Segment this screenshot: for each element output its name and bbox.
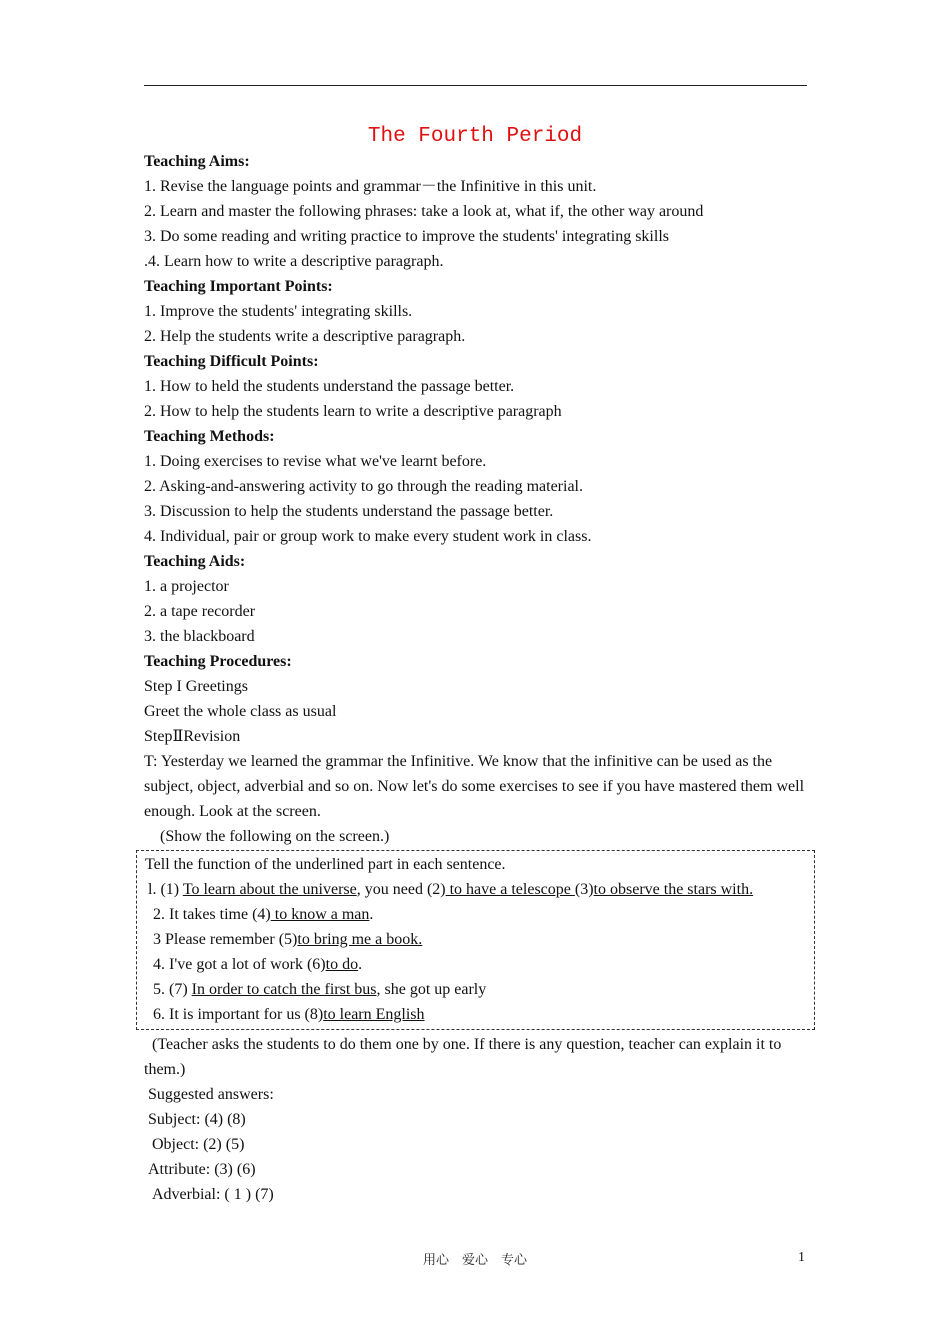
exercise-instruction: Tell the function of the underlined part in each sentence. bbox=[145, 856, 506, 873]
text: . bbox=[358, 956, 363, 973]
underlined-phrase: In order to catch the first bus bbox=[191, 981, 377, 998]
exercise-sentence-2 bbox=[137, 902, 814, 927]
text: , you need (2) bbox=[356, 881, 446, 898]
difficult-heading: Teaching Difficult Points: bbox=[144, 353, 319, 370]
methods-heading: Teaching Methods: bbox=[144, 428, 275, 445]
methods-item: 4. Individual, pair or group work to make every student work in class. bbox=[144, 528, 592, 545]
methods-item: 3. Discussion to help the students understand the passage better. bbox=[144, 503, 554, 520]
exercise-sentence-5 bbox=[137, 977, 814, 1002]
answer-subject: Subject: (4) (8) bbox=[148, 1111, 246, 1128]
text: , she got up early bbox=[376, 981, 487, 998]
underlined-phrase: to bring me a book. bbox=[297, 931, 423, 948]
aims-item: 2. Learn and master the following phrases: take a look at, what if, the other way around bbox=[144, 203, 704, 220]
exercise-box bbox=[136, 850, 815, 1030]
text: 3 Please remember (5) bbox=[153, 931, 298, 948]
aims-item: 1. Revise the language points and grammar－the Infinitive in this unit. bbox=[144, 178, 597, 195]
answer-object: Object: (2) (5) bbox=[152, 1136, 245, 1153]
exercise-sentence-1 bbox=[137, 877, 814, 902]
difficult-item: 1. How to held the students understand the passage better. bbox=[144, 378, 515, 395]
underlined-phrase: to learn English bbox=[323, 1006, 425, 1023]
important-item: 1. Improve the students' integrating skills. bbox=[144, 303, 413, 320]
text: 5. (7) bbox=[153, 981, 192, 998]
header-rule bbox=[144, 85, 807, 86]
underlined-phrase: to know a man bbox=[270, 906, 370, 923]
procedures-heading: Teaching Procedures: bbox=[144, 653, 292, 670]
aids-heading: Teaching Aids: bbox=[144, 553, 246, 570]
document-body bbox=[144, 149, 814, 1207]
page-number: 1 bbox=[798, 1250, 805, 1265]
exercise-sentence-4 bbox=[137, 952, 814, 977]
text: . bbox=[369, 906, 374, 923]
aims-item: .4. Learn how to write a descriptive paragraph. bbox=[144, 253, 444, 270]
footer-motto: 用心 爱心 专心 bbox=[422, 1253, 527, 1268]
aims-heading: Teaching Aims: bbox=[144, 153, 250, 170]
teacher-note: (Teacher asks the students to do them one by one. If there is any question, teacher can explain it to them.) bbox=[144, 1036, 782, 1078]
suggested-answers-label: Suggested answers: bbox=[148, 1086, 274, 1103]
text: 6. It is important for us (8) bbox=[153, 1006, 324, 1023]
step-1-text: Greet the whole class as usual bbox=[144, 703, 337, 720]
aids-item: 1. a projector bbox=[144, 578, 229, 595]
difficult-item: 2. How to help the students learn to write a descriptive paragraph bbox=[144, 403, 562, 420]
exercise-sentence-6 bbox=[137, 1002, 814, 1027]
answer-adverbial: Adverbial: ( 1 ) (7) bbox=[152, 1186, 274, 1203]
underlined-phrase: to have a telescope bbox=[445, 881, 575, 898]
step-1-title: Step I Greetings bbox=[144, 678, 248, 695]
important-item: 2. Help the students write a descriptive paragraph. bbox=[144, 328, 466, 345]
exercise-sentence-3 bbox=[137, 927, 814, 952]
text: (3) bbox=[574, 881, 594, 898]
show-note: (Show the following on the screen.) bbox=[160, 828, 390, 845]
answer-attribute: Attribute: (3) (6) bbox=[148, 1161, 256, 1178]
page-title: The Fourth Period bbox=[367, 125, 583, 148]
text: l. (1) bbox=[148, 881, 183, 898]
text: 4. I've got a lot of work (6) bbox=[153, 956, 326, 973]
important-heading: Teaching Important Points: bbox=[144, 278, 333, 295]
underlined-phrase: to do bbox=[325, 956, 359, 973]
underlined-phrase: to observe the stars with. bbox=[593, 881, 754, 898]
aids-item: 3. the blackboard bbox=[144, 628, 255, 645]
aids-item: 2. a tape recorder bbox=[144, 603, 256, 620]
underlined-phrase: To learn about the universe bbox=[182, 881, 357, 898]
text: 2. It takes time (4) bbox=[153, 906, 271, 923]
methods-item: 1. Doing exercises to revise what we've learnt before. bbox=[144, 453, 487, 470]
aims-item: 3. Do some reading and writing practice to improve the students' integrating skills bbox=[144, 228, 669, 245]
methods-item: 2. Asking-and-answering activity to go through the reading material. bbox=[144, 478, 583, 495]
step-2-title: StepⅡRevision bbox=[144, 728, 241, 745]
teacher-paragraph: T: Yesterday we learned the grammar the Infinitive. We know that the infinitive can be used as the subject, object, adverbial and so on. Now let's do some exercises to see if you have mastered them well enough. Look at the screen. bbox=[144, 753, 805, 820]
